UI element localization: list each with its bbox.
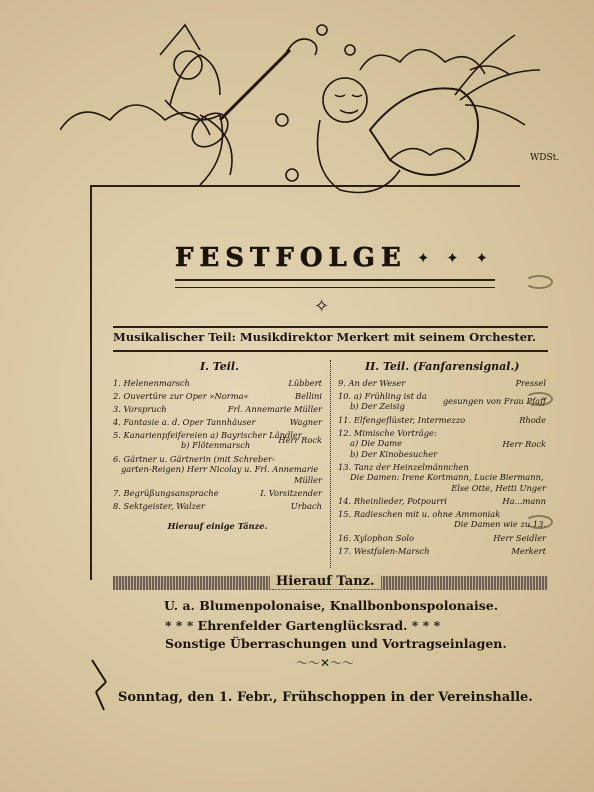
- punch-hole-mark: [525, 275, 553, 289]
- program-item: 11. Elfengeflüster, Intermezzo Rhode: [338, 415, 546, 425]
- title-underline: [175, 279, 495, 288]
- part1-heading: I. Teil.: [200, 360, 239, 373]
- program-item: 9. An der Weser Pressel: [338, 378, 546, 388]
- program-item: 1. Helenenmarsch Lübbert: [113, 378, 322, 388]
- diamond-ornament-icon: ✧: [314, 296, 330, 317]
- dance-header: Hierauf Tanz.: [270, 574, 381, 589]
- program-item: 3. Vorspruch Frl. Annemarie Müller: [113, 404, 322, 414]
- divider-rule: [113, 350, 548, 352]
- dance-line-2: * * * Ehrenfelder Gartenglücksrad. * * *: [165, 618, 441, 633]
- part1-footer: Hierauf einige Tänze.: [167, 521, 268, 531]
- program-item: 8. Sektgeister, Walzer Urbach: [113, 501, 322, 511]
- title-text: FESTFOLGE: [175, 243, 407, 273]
- program-item: 4. Fantasie a. d. Oper Tannhäuser Wagner: [113, 417, 322, 427]
- frame-left-border: [90, 185, 92, 580]
- program-title: [175, 238, 495, 278]
- program-item: 17. Westfalen-Marsch Merkert: [338, 546, 546, 556]
- dance-line-1: U. a. Blumenpolonaise, Knallbonbonspolonaise.: [164, 598, 499, 613]
- program-item: 13. Tanz der Heinzelmännchen Die Damen: Irene Kortmann, Lucie Biermann, Else Otte, Hetti Unger: [338, 462, 546, 493]
- festive-illustration: [60, 10, 580, 210]
- closing-announcement: Sonntag, den 1. Febr., Frühschoppen in der Vereinshalle.: [118, 690, 533, 705]
- divider-rule: [113, 326, 548, 328]
- part1-list: [113, 378, 322, 534]
- program-item: 2. Ouvertüre zur Oper »Norma« Bellini: [113, 391, 322, 401]
- artist-signature: WDSt.: [530, 153, 560, 163]
- program-item: 12. Mimische Vorträge: a) Die Dame b) Der Kinobesucher Herr Rock: [338, 428, 546, 459]
- program-item: 10. a) Frühling ist da b) Der Zeisig gesungen von Frau Pfaff: [338, 391, 546, 412]
- program-item: 5. Kanarienpfeifereien a) Bayrischer Ländler b) Flötenmarsch Herr Rock: [113, 430, 322, 451]
- squiggle-ornament-icon: ～～✕～～: [296, 656, 355, 670]
- title-stars: ✦ ✦ ✦: [416, 249, 495, 267]
- dance-line-3: Sonstige Überraschungen und Vortragseinlagen.: [165, 636, 507, 651]
- column-divider: [330, 360, 332, 568]
- program-item: 15. Radieschen mit u. ohne Ammoniak Die Damen wie zu 13.: [338, 509, 546, 530]
- part2-list: [338, 378, 546, 559]
- program-item: 6. Gärtner u. Gärtnerin (mit Schreber- garten-Reigen) Herr Nicolay u. Frl. Annemarie Müller: [113, 454, 322, 485]
- program-item: 14. Rheinlieder, Potpourri Ha...mann: [338, 496, 546, 506]
- music-section-header: Musikalischer Teil: Musikdirektor Merkert mit seinem Orchester.: [113, 330, 537, 344]
- pencil-mark: [84, 655, 114, 715]
- part2-heading: II. Teil. (Fanfarensignal.): [365, 360, 520, 373]
- program-item: 7. Begrüßungsansprache I. Vorsitzender: [113, 488, 322, 498]
- program-item: 16. Xylophon Solo Herr Seidler: [338, 533, 546, 543]
- frame-top-border: [90, 185, 520, 187]
